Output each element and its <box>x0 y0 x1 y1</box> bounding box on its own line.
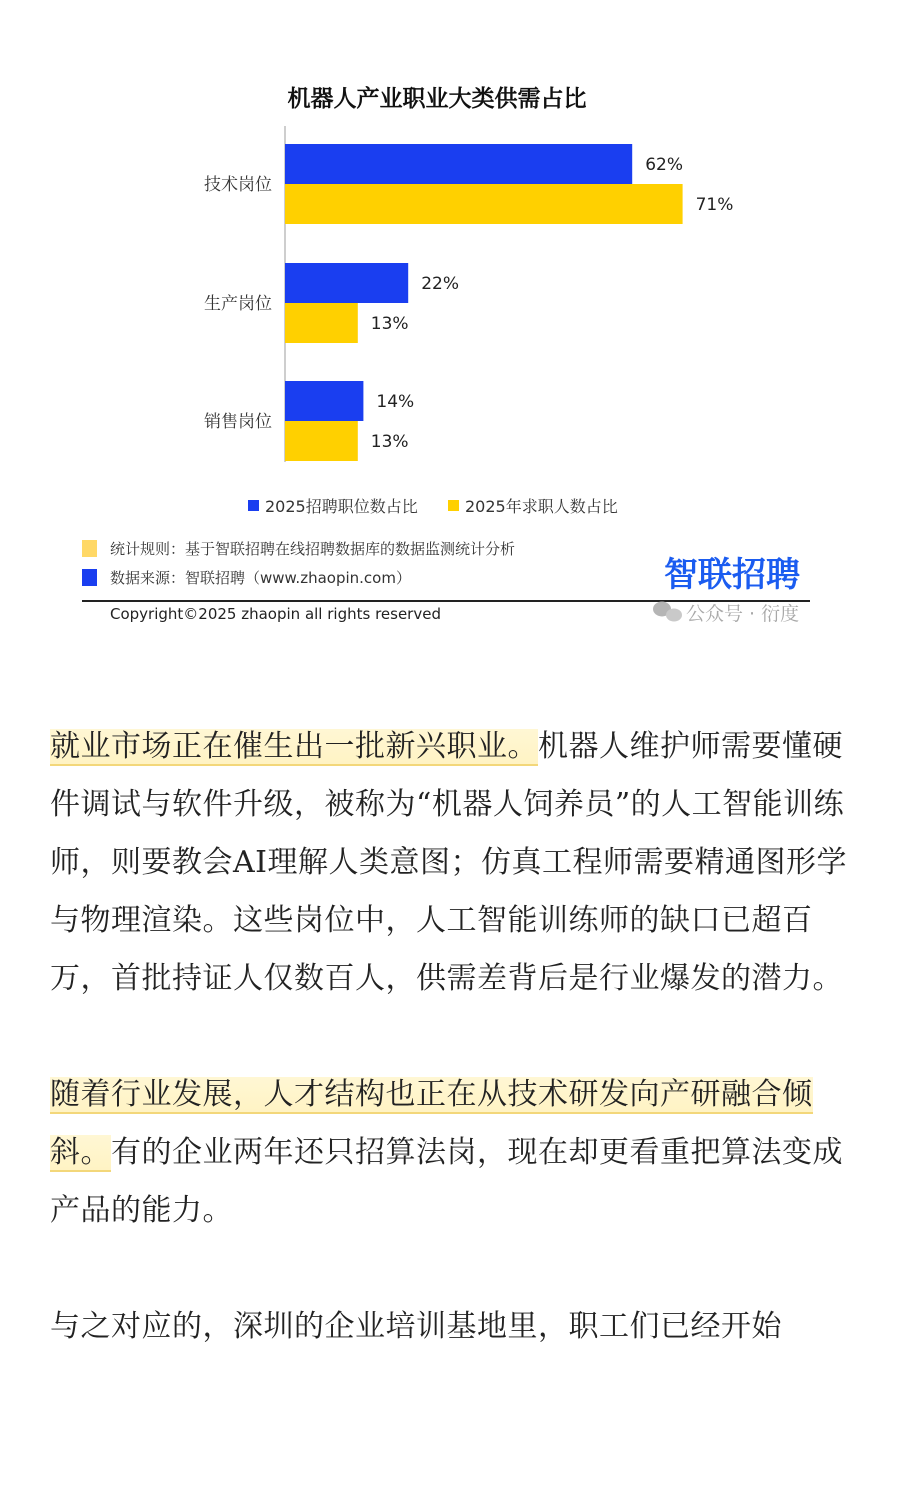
chart-title: 机器人产业职业大类供需占比 <box>287 86 587 112</box>
bar-value-label: 71% <box>695 195 734 215</box>
bar-recruit <box>285 381 363 421</box>
bar-seeker <box>285 421 358 461</box>
copyright-text: Copyright©2025 zhaopin all rights reserved <box>110 605 441 623</box>
bar-seeker <box>285 184 683 224</box>
legend-swatch <box>448 500 459 511</box>
wechat-icon <box>653 602 682 622</box>
paragraph-2 <box>50 1066 870 1240</box>
bar-chart <box>0 0 900 640</box>
bar-value-label: 14% <box>376 392 415 412</box>
chart-marks <box>204 144 733 461</box>
paragraph-1 <box>50 718 870 1008</box>
note-text: 统计规则：基于智联招聘在线招聘数据库的数据监测统计分析 <box>110 540 516 558</box>
note-swatch <box>82 540 97 557</box>
category-label: 技术岗位 <box>204 175 272 195</box>
article-body <box>50 718 870 1414</box>
legend-label: 2025招聘职位数占比 <box>265 497 418 516</box>
paragraph-1-highlight: 就业市场正在催生出一批新兴职业。 <box>50 729 538 764</box>
paragraph-1-text: 机器人维护师需要懂硬件调试与软件升级，被称为“机器人饲养员”的人工智能训练师，则要教会AI理解人类意图；仿真工程师需要精通图形学与物理渲染。这些岗位中，人工智能训练师的缺口已超百万，首批持证人仅数百人，供需差背后是行业爆发的潜力。 <box>50 729 848 996</box>
legend-swatch <box>248 500 259 511</box>
note-text: 数据来源：智联招聘（www.zhaopin.com） <box>110 569 411 587</box>
bar-seeker <box>285 303 358 343</box>
paragraph-2-text: 有的企业两年还只招算法岗，现在却更看重把算法变成产品的能力。 <box>50 1135 843 1228</box>
watermark-text: 公众号 · 衍度 <box>686 603 800 625</box>
chart-card <box>0 0 900 640</box>
category-label: 生产岗位 <box>204 294 272 314</box>
chart-legend <box>248 497 618 516</box>
bar-value-label: 62% <box>645 155 683 175</box>
paragraph-3 <box>50 1298 870 1356</box>
bar-value-label: 22% <box>421 274 459 294</box>
legend-label: 2025年求职人数占比 <box>465 497 618 516</box>
bar-value-label: 13% <box>370 314 409 334</box>
note-swatch <box>82 569 97 586</box>
paragraph-3-text: 与之对应的，深圳的企业培训基地里，职工们已经开始 <box>50 1309 782 1344</box>
bar-recruit <box>285 144 632 184</box>
bar-value-label: 13% <box>370 432 409 452</box>
category-label: 销售岗位 <box>204 412 272 432</box>
zhaopin-logo: 智联招聘 <box>664 555 800 595</box>
paragraph-2-highlight: 随着行业发展，人才结构也正在从技术研发向产研融合倾斜。 <box>50 1077 813 1170</box>
bar-recruit <box>285 263 408 303</box>
chart-notes <box>82 540 515 587</box>
